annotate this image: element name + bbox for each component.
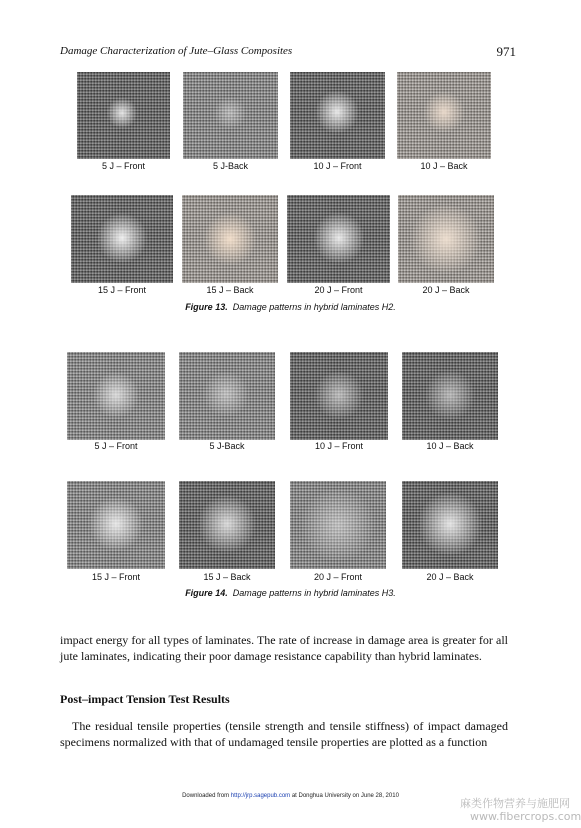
figure-14-panel [179,481,275,585]
panel-label: 5 J – Front [94,441,138,451]
panel-label: 15 J – Back [206,285,254,295]
watermark-chinese: 麻类作物营养与施肥网 [460,797,570,810]
damage-photo [290,72,385,159]
panel-label: 15 J – Front [97,285,147,295]
damage-photo [183,72,278,159]
panel-label: 5 J – Front [101,161,146,171]
panel-label: 20 J – Back [426,572,474,582]
figure-13-panel [290,72,385,172]
damage-photo [402,352,498,440]
panel-label: 20 J – Front [313,572,363,582]
figure-14-panel [290,352,388,454]
figure-13-panel [397,72,491,172]
page-number: 971 [496,44,516,59]
caption-label: Figure 13. [185,302,228,312]
panel-label: 20 J – Back [422,285,470,295]
figure-13-panel [77,72,170,172]
figure-13-panel [287,195,390,300]
panel-label: 5 J-Back [212,161,248,171]
damage-photo [290,481,386,569]
caption-label: Figure 14. [185,588,228,598]
damage-photo [77,72,170,159]
footer-suffix: at Donghua University on June 28, 2010 [291,793,399,799]
figure-13-caption [0,302,581,312]
damage-photo [402,481,498,569]
caption-text: Damage patterns in hybrid laminates H3. [232,588,396,598]
figure-13-panel [398,195,494,300]
section-heading: Post–impact Tension Test Results [60,692,230,706]
figure-14-panel [402,481,498,585]
panel-label: 5 J-Back [209,441,245,451]
running-header [60,45,516,61]
figure-14-panel [67,352,165,454]
figure-14-panel [290,481,386,585]
panel-label: 15 J – Back [203,572,251,582]
footer-url-link[interactable]: http://jrp.sagepub.com [230,793,291,799]
damage-photo [182,195,278,283]
panel-label: 10 J – Front [314,441,364,451]
caption-text: Damage patterns in hybrid laminates H2. [232,302,396,312]
running-title: Damage Characterization of Jute–Glass Composites [60,45,293,57]
damage-photo [290,352,388,440]
footer-prefix: Downloaded from [182,793,230,799]
damage-photo [71,195,173,283]
figure-14-panel [402,352,498,454]
figure-14-caption [0,588,581,598]
panel-label: 10 J – Front [313,161,362,171]
figure-14-panel [67,481,165,585]
figure-13-panel [71,195,173,300]
damage-photo [397,72,491,159]
figure-13-panel [182,195,278,300]
panel-label: 15 J – Front [91,572,141,582]
damage-photo [179,481,275,569]
paragraph-impact-energy: impact energy for all types of laminates. The rate of increase in damage area is greater for all jute laminates, indicating their poor damage resistance capability than hybrid laminates. [60,633,508,663]
damage-photo [67,352,165,440]
figure-13-panel [183,72,278,172]
figure-14-panel [179,352,275,454]
watermark-url: www.fibercrops.com [470,810,581,823]
panel-label: 10 J – Back [420,161,468,171]
paragraph-residual-tensile: The residual tensile properties (tensile strength and tensile stiffness) of impact damaged specimens normalized with that of undamaged tensile properties are plotted as a function [60,719,508,749]
damage-photo [179,352,275,440]
panel-label: 10 J – Back [426,441,474,451]
damage-photo [287,195,390,283]
panel-label: 20 J – Front [314,285,363,295]
damage-photo [67,481,165,569]
damage-photo [398,195,494,283]
